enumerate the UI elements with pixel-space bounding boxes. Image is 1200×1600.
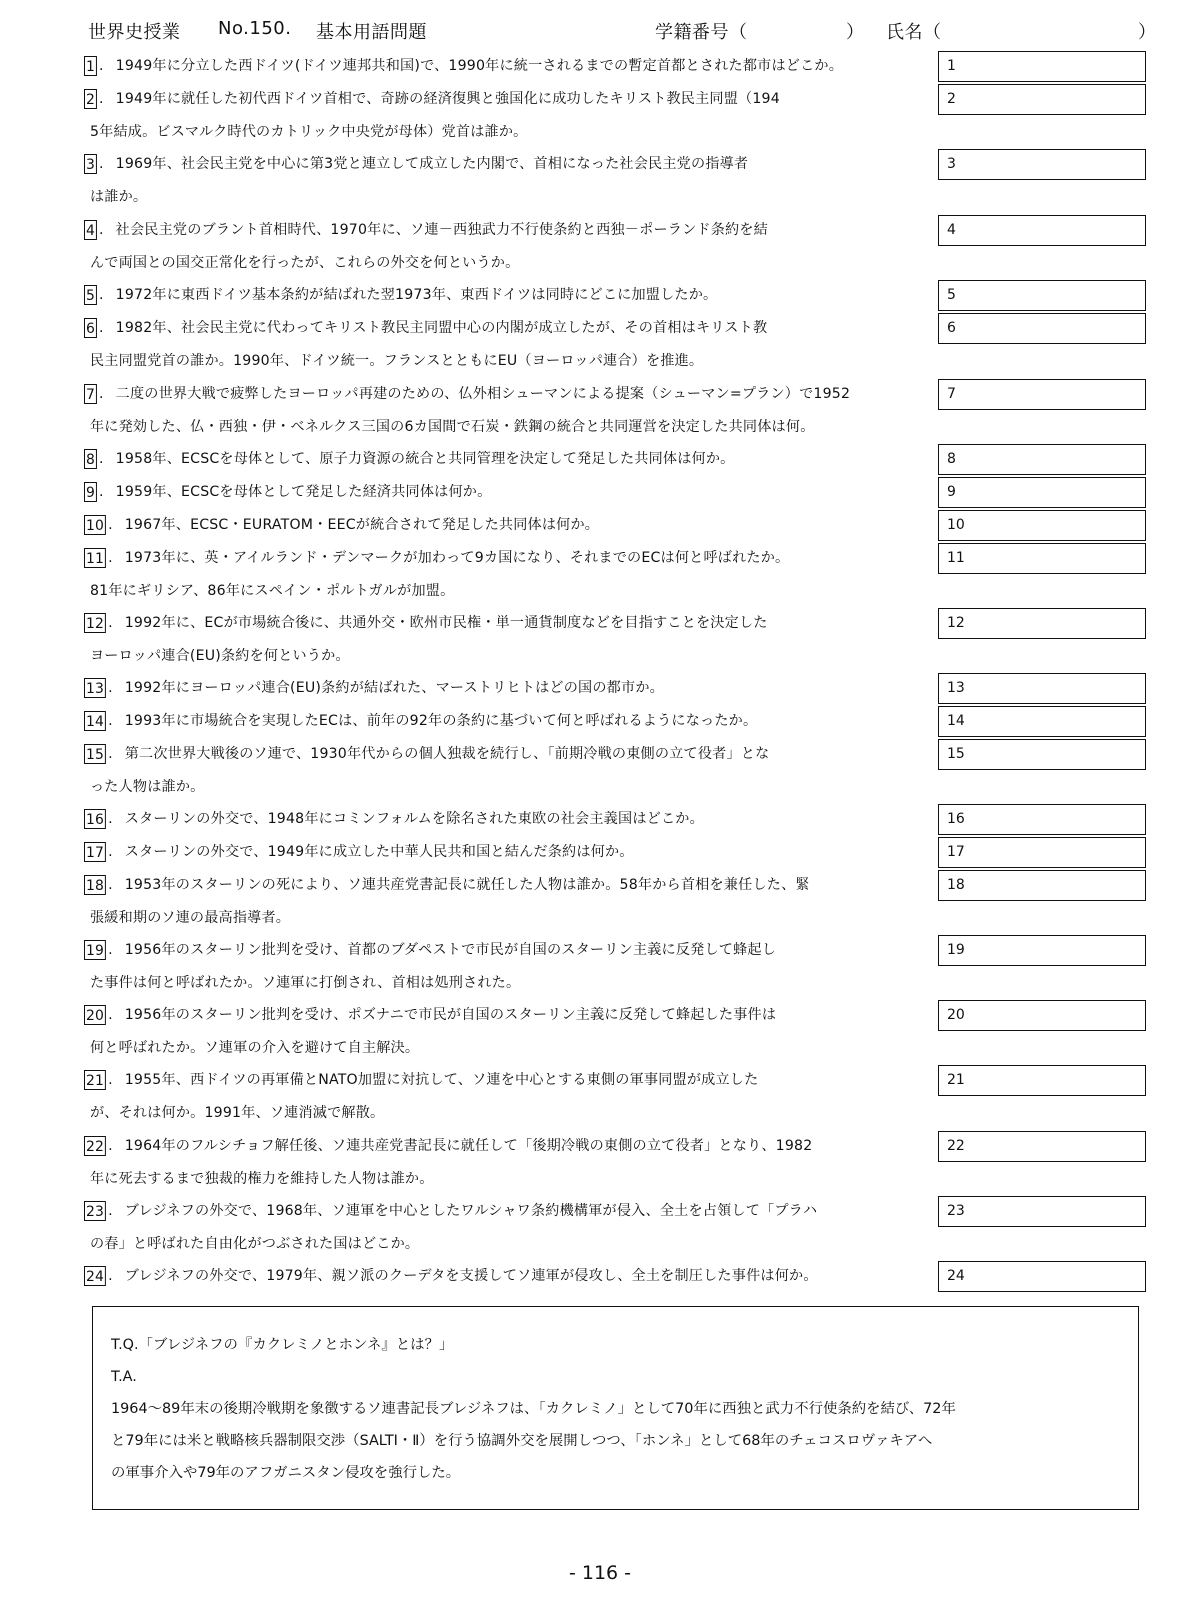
question-1 xyxy=(84,50,936,83)
question-line xyxy=(84,509,932,542)
question-number: 2 xyxy=(84,89,97,109)
question-number: 13 xyxy=(84,678,106,698)
question-line xyxy=(84,1032,932,1065)
question-text: 社会民主党のブラント首相時代、1970年に、ソ連－西独武力不行使条約と西独－ポーランド条約を結 xyxy=(115,222,768,238)
question-line xyxy=(84,1260,932,1293)
question-text: 1959年、ECSCを母体として発足した経済共同体は何か。 xyxy=(115,484,492,500)
question-text: 1982年、社会民主党に代わってキリスト教民主同盟中心の内閣が成立したが、その首相はキリスト教 xyxy=(115,320,768,336)
answer-box-5[interactable]: 5 xyxy=(938,280,1146,311)
question-text: 1967年、ECSC・EURATOM・EECが統合されて発足した共同体は何か。 xyxy=(124,517,600,533)
question-number-dot: . xyxy=(99,484,104,500)
question-number-dot: . xyxy=(108,550,113,566)
name-label: 氏名（ xyxy=(886,22,942,43)
answer-box-18[interactable]: 18 xyxy=(938,870,1146,901)
tq-answer-label: T.A. xyxy=(111,1369,137,1385)
question-text: 二度の世界大戦で疲弊したヨーロッパ再建のための、仏外相シューマンによる提案（シューマン=プラン）で1952 xyxy=(115,386,851,402)
question-text: 81年にギリシア、86年にスペイン・ポルトガルが加盟。 xyxy=(89,583,455,599)
answer-box-24[interactable]: 24 xyxy=(938,1261,1146,1292)
question-line xyxy=(84,934,932,967)
question-text: ヨーロッパ連合(EU)条約を何というか。 xyxy=(89,648,350,664)
question-number-dot: . xyxy=(108,1072,113,1088)
student-id-close: ） xyxy=(846,22,865,43)
question-number-dot: . xyxy=(99,451,104,467)
question-number-dot: . xyxy=(108,877,113,893)
question-text: た事件は何と呼ばれたか。ソ連軍に打倒され、首相は処刑された。 xyxy=(89,975,521,991)
question-number-dot: . xyxy=(99,320,104,336)
question-text: は誰か。 xyxy=(89,189,148,205)
question-line xyxy=(84,869,932,902)
question-text: 第二次世界大戦後のソ連で、1930年代からの個人独裁を続行し、「前期冷戦の東側の立て役者」とな xyxy=(124,746,770,762)
tq-box xyxy=(92,1306,1139,1510)
question-number-dot: . xyxy=(108,844,113,860)
question-text: 年に発効した、仏・西独・伊・ベネルクス三国の6カ国間で石炭・鉄鋼の統合と共同運営を決定した共同体は何。 xyxy=(89,419,815,435)
answer-box-13[interactable]: 13 xyxy=(938,673,1146,704)
name-close: ） xyxy=(1138,22,1157,43)
question-number: 16 xyxy=(84,809,106,829)
question-text: 1993年に市場統合を実現したECは、前年の92年の条約に基づいて何と呼ばれるようになったか。 xyxy=(124,713,758,729)
question-number: 20 xyxy=(84,1005,106,1025)
tq-answer-line: の軍事介入や79年のアフガニスタン侵攻を強行した。 xyxy=(111,1465,461,1481)
question-line xyxy=(84,575,932,608)
answer-box-14[interactable]: 14 xyxy=(938,706,1146,737)
question-text: 5年結成。ビスマルク時代のカトリック中央党が母体）党首は誰か。 xyxy=(89,124,528,140)
question-line xyxy=(84,247,932,280)
header-title: 基本用語問題 xyxy=(316,22,427,43)
question-number: 14 xyxy=(84,711,106,731)
question-line xyxy=(84,83,932,116)
question-22 xyxy=(84,1130,936,1196)
question-text: の春」と呼ばれた自由化がつぶされた国はどこか。 xyxy=(89,1236,420,1252)
question-line xyxy=(84,672,932,705)
question-line xyxy=(84,181,932,214)
question-18 xyxy=(84,869,936,935)
question-line xyxy=(84,738,932,771)
question-text: 何と呼ばれたか。ソ連軍の介入を避けて自主解決。 xyxy=(89,1040,420,1056)
question-line xyxy=(84,1064,932,1097)
question-line xyxy=(84,50,932,83)
question-text: 張緩和期のソ連の最高指導者。 xyxy=(89,910,291,926)
question-number-dot: . xyxy=(99,91,104,107)
page-number: - 116 - xyxy=(568,1562,632,1584)
header-course: 世界史授業 xyxy=(88,22,181,43)
student-id-label: 学籍番号（ xyxy=(655,22,748,43)
question-number: 11 xyxy=(84,548,106,568)
question-line xyxy=(84,116,932,149)
question-text: 1949年に就任した初代西ドイツ首相で、奇跡の経済復興と強国化に成功したキリスト教民主同盟（194 xyxy=(115,91,780,107)
question-24 xyxy=(84,1260,936,1293)
question-line xyxy=(84,214,932,247)
answer-box-3[interactable]: 3 xyxy=(938,149,1146,180)
question-line xyxy=(84,148,932,181)
question-number: 23 xyxy=(84,1201,106,1221)
question-text: 1964年のフルシチョフ解任後、ソ連共産党書記長に就任して「後期冷戦の東側の立て役者」となり、1982 xyxy=(124,1138,813,1154)
question-8 xyxy=(84,443,936,476)
question-text: 1949年に分立した西ドイツ(ドイツ連邦共和国)で、1990年に統一されるまでの暫定首都とされた都市はどこか。 xyxy=(115,58,844,74)
question-21 xyxy=(84,1064,936,1130)
question-number-dot: . xyxy=(108,615,113,631)
question-line xyxy=(84,443,932,476)
question-number-dot: . xyxy=(108,746,113,762)
answer-box-4[interactable]: 4 xyxy=(938,215,1146,246)
question-line xyxy=(84,345,932,378)
question-line xyxy=(84,1228,932,1261)
question-text: んで両国との国交正常化を行ったが、これらの外交を何というか。 xyxy=(89,255,520,271)
answer-box-12[interactable]: 12 xyxy=(938,608,1146,639)
answer-box-8[interactable]: 8 xyxy=(938,444,1146,475)
question-number: 15 xyxy=(84,744,106,764)
question-text: ブレジネフの外交で、1968年、ソ連軍を中心としたワルシャワ条約機構軍が侵入、全土を占領して「プラハ xyxy=(124,1203,818,1219)
tq-question: T.Q.「ブレジネフの『カクレミノとホンネ』とは？」 xyxy=(111,1337,454,1353)
question-19 xyxy=(84,934,936,1000)
question-number: 5 xyxy=(84,285,97,305)
question-text: ブレジネフの外交で、1979年、親ソ派のクーデタを支援してソ連軍が侵攻し、全土を制圧した事件は何か。 xyxy=(124,1268,818,1284)
question-number-dot: . xyxy=(99,58,104,74)
question-text: 1955年、西ドイツの再軍備とNATO加盟に対抗して、ソ連を中心とする東側の軍事同盟が成立した xyxy=(124,1072,759,1088)
answer-box-9[interactable]: 9 xyxy=(938,477,1146,508)
question-5 xyxy=(84,279,936,312)
question-text: 1956年のスターリン批判を受け、首都のブダペストで市民が自国のスターリン主義に反発して蜂起し xyxy=(124,942,777,958)
question-text: った人物は誰か。 xyxy=(89,779,205,795)
answer-box-21[interactable]: 21 xyxy=(938,1065,1146,1096)
question-text: 1953年のスターリンの死により、ソ連共産党書記長に就任した人物は誰か。58年から首相を兼任した、緊 xyxy=(124,877,810,893)
question-number-dot: . xyxy=(99,386,104,402)
answer-box-15[interactable]: 15 xyxy=(938,739,1146,770)
question-line xyxy=(84,378,932,411)
question-text: 民主同盟党首の誰か。1990年、ドイツ統一。フランスとともにEU（ヨーロッパ連合）を推進。 xyxy=(89,353,704,369)
question-number: 10 xyxy=(84,515,106,535)
question-line xyxy=(84,999,932,1032)
question-16 xyxy=(84,803,936,836)
question-10 xyxy=(84,509,936,542)
answer-box-23[interactable]: 23 xyxy=(938,1196,1146,1227)
question-number: 3 xyxy=(84,154,97,174)
question-line xyxy=(84,640,932,673)
answer-box-6[interactable]: 6 xyxy=(938,313,1146,344)
question-number: 4 xyxy=(84,220,97,240)
question-text: が、それは何か。1991年、ソ連消滅で解散。 xyxy=(89,1105,385,1121)
question-number-dot: . xyxy=(108,680,113,696)
question-text: スターリンの外交で、1948年にコミンフォルムを除名された東欧の社会主義国はどこか。 xyxy=(124,811,704,827)
question-text: スターリンの外交で、1949年に成立した中華人民共和国と結んだ条約は何か。 xyxy=(124,844,634,860)
question-text: 1958年、ECSCを母体として、原子力資源の統合と共同管理を決定して発足した共同体は何か。 xyxy=(115,451,735,467)
question-20 xyxy=(84,999,936,1065)
answer-box-17[interactable]: 17 xyxy=(938,837,1146,868)
question-line xyxy=(84,902,932,935)
answer-box-2[interactable]: 2 xyxy=(938,84,1146,115)
question-15 xyxy=(84,738,936,804)
question-line xyxy=(84,1195,932,1228)
question-number-dot: . xyxy=(108,517,113,533)
question-number-dot: . xyxy=(108,1268,113,1284)
question-line xyxy=(84,1130,932,1163)
question-line xyxy=(84,836,932,869)
question-text: 1992年にヨーロッパ連合(EU)条約が結ばれた、マーストリヒトはどの国の都市か。 xyxy=(124,680,664,696)
question-number-dot: . xyxy=(108,1203,113,1219)
question-line xyxy=(84,1163,932,1196)
question-number-dot: . xyxy=(99,156,104,172)
question-text: 1969年、社会民主党を中心に第3党と連立して成立した内閣で、首相になった社会民主党の指導者 xyxy=(115,156,749,172)
answer-box-7[interactable]: 7 xyxy=(938,379,1146,410)
question-number: 12 xyxy=(84,613,106,633)
question-text: 1973年に、英・アイルランド・デンマークが加わって9カ国になり、それまでのECは何と呼ばれたか。 xyxy=(124,550,790,566)
question-6 xyxy=(84,312,936,378)
question-number: 18 xyxy=(84,875,106,895)
question-text: 年に死去するまで独裁的権力を維持した人物は誰か。 xyxy=(89,1171,434,1187)
question-11 xyxy=(84,542,936,608)
question-13 xyxy=(84,672,936,705)
question-number: 7 xyxy=(84,384,97,404)
question-number: 19 xyxy=(84,940,106,960)
answer-box-1[interactable]: 1 xyxy=(938,51,1146,82)
answer-box-16[interactable]: 16 xyxy=(938,804,1146,835)
question-number: 8 xyxy=(84,449,97,469)
question-3 xyxy=(84,148,936,214)
question-9 xyxy=(84,476,936,509)
question-number: 17 xyxy=(84,842,106,862)
question-line xyxy=(84,705,932,738)
tq-answer-line: 1964～89年末の後期冷戦期を象徴するソ連書記長ブレジネフは、「カクレミノ」として70年に西独と武力不行使条約を結び、72年 xyxy=(111,1401,956,1417)
question-12 xyxy=(84,607,936,673)
question-number: 1 xyxy=(84,56,97,76)
question-17 xyxy=(84,836,936,869)
question-line xyxy=(84,312,932,345)
question-number: 21 xyxy=(84,1070,106,1090)
question-7 xyxy=(84,378,936,444)
answer-box-10[interactable]: 10 xyxy=(938,510,1146,541)
question-number: 6 xyxy=(84,318,97,338)
question-14 xyxy=(84,705,936,738)
question-number-dot: . xyxy=(99,287,104,303)
question-line xyxy=(84,803,932,836)
header-number: No.150. xyxy=(218,18,292,39)
question-number-dot: . xyxy=(108,1007,113,1023)
question-line xyxy=(84,1097,932,1130)
question-line xyxy=(84,476,932,509)
question-number: 24 xyxy=(84,1266,106,1286)
question-2 xyxy=(84,83,936,149)
question-line xyxy=(84,542,932,575)
question-number: 9 xyxy=(84,482,97,502)
question-text: 1972年に東西ドイツ基本条約が結ばれた翌1973年、東西ドイツは同時にどこに加盟したか。 xyxy=(115,287,718,303)
answer-box-22[interactable]: 22 xyxy=(938,1131,1146,1162)
question-line xyxy=(84,607,932,640)
answer-box-20[interactable]: 20 xyxy=(938,1000,1146,1031)
question-text: 1992年に、ECが市場統合後に、共通外交・欧州市民権・単一通貨制度などを目指すことを決定した xyxy=(124,615,768,631)
question-number-dot: . xyxy=(108,713,113,729)
question-line xyxy=(84,411,932,444)
answer-box-19[interactable]: 19 xyxy=(938,935,1146,966)
question-23 xyxy=(84,1195,936,1261)
question-number-dot: . xyxy=(108,942,113,958)
question-number: 22 xyxy=(84,1136,106,1156)
question-line xyxy=(84,279,932,312)
question-4 xyxy=(84,214,936,280)
question-number-dot: . xyxy=(108,1138,113,1154)
question-line xyxy=(84,771,932,804)
question-line xyxy=(84,967,932,1000)
question-number-dot: . xyxy=(108,811,113,827)
tq-answer-line: と79年には米と戦略核兵器制限交渉（SALTⅠ・Ⅱ）を行う協調外交を展開しつつ、「ホンネ」として68年のチェコスロヴァキアへ xyxy=(111,1433,933,1449)
question-text: 1956年のスターリン批判を受け、ポズナニで市民が自国のスターリン主義に反発して蜂起した事件は xyxy=(124,1007,777,1023)
answer-box-11[interactable]: 11 xyxy=(938,543,1146,574)
question-number-dot: . xyxy=(99,222,104,238)
